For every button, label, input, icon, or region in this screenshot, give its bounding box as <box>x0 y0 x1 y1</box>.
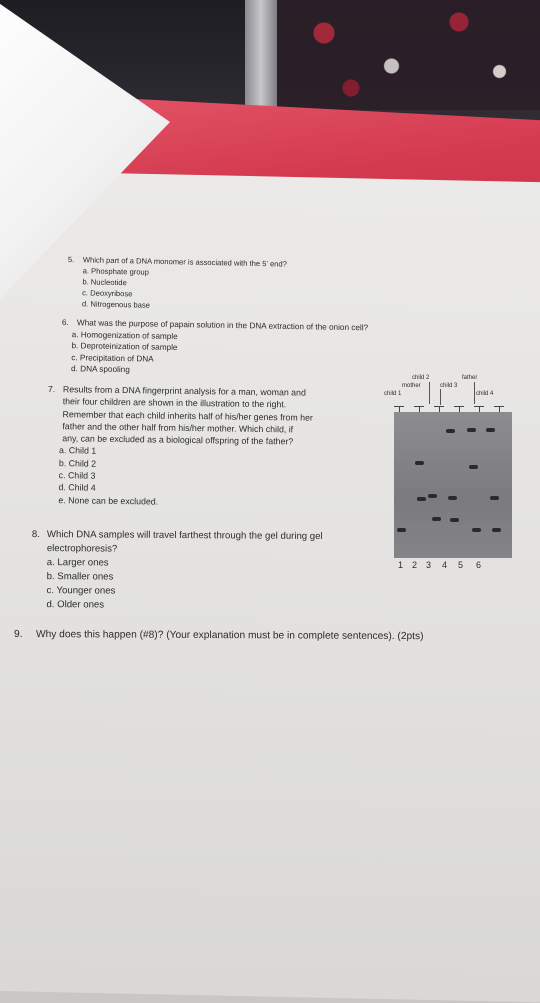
label-child-2: child 2 <box>412 375 430 381</box>
dna-band <box>428 494 437 498</box>
option: b. Smaller ones <box>46 571 114 583</box>
question-number: 9. <box>13 629 23 641</box>
dna-band <box>417 497 426 501</box>
background-pole <box>245 0 277 120</box>
option: b. Nucleotide <box>82 277 127 288</box>
lane-number: 5 <box>458 560 464 570</box>
option: a. Phosphate group <box>82 266 150 277</box>
question-9 <box>14 628 424 644</box>
dna-gel-figure <box>378 372 516 572</box>
dna-band <box>472 528 481 532</box>
option: c. Child 3 <box>58 470 96 481</box>
question-line: their four children are shown in the illustration to the right. <box>62 396 287 410</box>
question-5 <box>67 254 287 314</box>
lane-number: 3 <box>426 560 432 570</box>
background-fabric <box>270 0 540 110</box>
lane-number: 4 <box>442 560 448 570</box>
question-7 <box>46 383 313 510</box>
question-text: What was the purpose of papain solution in the DNA extraction of the onion cell? <box>76 318 369 333</box>
dna-band <box>415 461 424 465</box>
label-child-4: child 4 <box>476 391 494 397</box>
dna-band <box>467 428 476 432</box>
question-line: any, can be excluded as a biological offspring of the father? <box>62 433 294 447</box>
question-line: Remember that each child inherits half of his/her genes from her <box>62 408 313 423</box>
pointer-line <box>429 382 430 404</box>
gel <box>394 412 512 558</box>
question-line: father and the other half from his/her mother. Which child, if <box>62 421 294 435</box>
question-line: Results from a DNA fingerprint analysis for a man, woman and <box>62 384 306 398</box>
option: a. Homogenization of sample <box>71 329 178 341</box>
dna-band <box>397 528 406 532</box>
option: d. Child 4 <box>58 482 96 494</box>
question-line: electrophoresis? <box>46 543 118 555</box>
dna-band <box>448 496 457 500</box>
lane-number: 1 <box>398 560 404 570</box>
option: d. Nitrogenous base <box>81 299 151 310</box>
question-8 <box>31 528 322 614</box>
question-line: Which DNA samples will travel farthest through the gel during gel <box>46 529 323 543</box>
option: b. Child 2 <box>58 457 97 469</box>
option: a. Larger ones <box>46 557 109 569</box>
lane-number: 6 <box>476 560 482 570</box>
option: d. Older ones <box>46 599 105 611</box>
dna-band <box>469 465 478 469</box>
lane-number: 2 <box>412 560 418 570</box>
option: c. Deoxyribose <box>82 288 133 299</box>
label-child-3: child 3 <box>440 383 458 389</box>
option: a. Child 1 <box>58 445 97 457</box>
question-number: 7. <box>47 383 56 395</box>
pointer-line <box>474 382 475 404</box>
pointer-line <box>440 389 441 405</box>
option: b. Deproteinization of sample <box>71 341 178 353</box>
question-text: Which part of a DNA monomer is associated with the 5' end? <box>82 255 287 269</box>
question-number: 8. <box>31 529 41 541</box>
dna-band <box>492 528 501 532</box>
option: e. None can be excluded. <box>58 494 159 507</box>
question-number: 5. <box>67 254 75 265</box>
question-text: Why does this happen (#8)? (Your explanation must be in complete sentences). (2pts) <box>35 629 424 643</box>
option: d. DNA spooling <box>71 364 130 375</box>
question-6 <box>61 317 368 380</box>
dna-band <box>446 429 455 433</box>
label-mother: mother <box>402 383 421 389</box>
label-child-1: child 1 <box>384 391 402 397</box>
label-father: father <box>462 375 478 381</box>
question-number: 6. <box>61 317 69 328</box>
dna-band <box>450 518 459 522</box>
option: c. Precipitation of DNA <box>71 352 154 364</box>
dna-band <box>490 496 499 500</box>
dna-band <box>432 517 441 521</box>
dna-band <box>486 428 495 432</box>
option: c. Younger ones <box>46 585 116 597</box>
